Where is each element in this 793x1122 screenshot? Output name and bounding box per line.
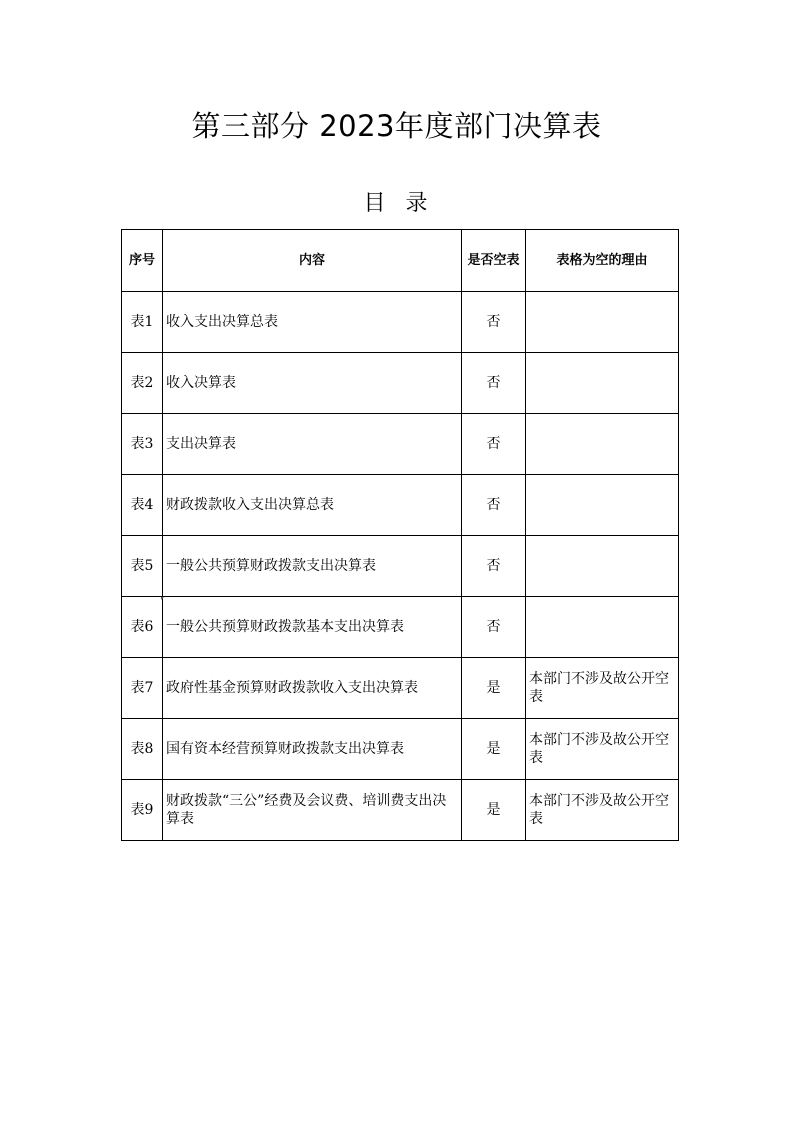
row-number: 表8 [122,719,163,780]
table-row [122,475,679,536]
row-empty-reason: 本部门不涉及故公开空表 [526,658,679,719]
row-number: 表3 [122,414,163,475]
col-header-is-empty: 是否空表 [462,230,526,292]
row-is-empty: 是 [462,658,526,719]
table-row [122,658,679,719]
table-row [122,414,679,475]
row-number: 表5 [122,536,163,597]
row-content: 收入决算表 [163,353,462,414]
table-row [122,597,679,658]
row-empty-reason [526,536,679,597]
page-title: 第三部分 2023年度部门决算表 [191,109,602,143]
row-content: 一般公共预算财政拨款支出决算表 [163,536,462,597]
toc-table [121,229,679,841]
row-is-empty: 是 [462,780,526,841]
row-number: 表4 [122,475,163,536]
col-header-content: 内容 [163,230,462,292]
cell-comment-marker [161,597,164,600]
row-number: 表9 [122,780,163,841]
row-content: 收入支出决算总表 [163,292,462,353]
toc-heading: 目 录 [363,191,430,216]
table-row [122,719,679,780]
table-row [122,536,679,597]
row-number: 表1 [122,292,163,353]
row-empty-reason [526,353,679,414]
row-number: 表6 [122,597,163,658]
row-empty-reason [526,475,679,536]
row-empty-reason [526,414,679,475]
table-row [122,292,679,353]
row-number: 表7 [122,658,163,719]
row-is-empty: 否 [462,353,526,414]
table-row [122,353,679,414]
row-content: 国有资本经营预算财政拨款支出决算表 [163,719,462,780]
row-content: 财政拨款“三公”经费及会议费、培训费支出决算表 [163,780,462,841]
table-row [122,780,679,841]
row-is-empty: 是 [462,719,526,780]
row-empty-reason [526,597,679,658]
row-number: 表2 [122,353,163,414]
col-header-empty-reason: 表格为空的理由 [526,230,679,292]
row-empty-reason: 本部门不涉及故公开空表 [526,780,679,841]
row-empty-reason [526,292,679,353]
row-is-empty: 否 [462,414,526,475]
row-is-empty: 否 [462,292,526,353]
table-header-row [122,230,679,292]
row-content: 支出决算表 [163,414,462,475]
col-header-number: 序号 [122,230,163,292]
row-is-empty: 否 [462,536,526,597]
row-empty-reason: 本部门不涉及故公开空表 [526,719,679,780]
row-content: 一般公共预算财政拨款基本支出决算表 [163,597,462,658]
row-is-empty: 否 [462,597,526,658]
row-is-empty: 否 [462,475,526,536]
row-content: 财政拨款收入支出决算总表 [163,475,462,536]
row-content: 政府性基金预算财政拨款收入支出决算表 [163,658,462,719]
